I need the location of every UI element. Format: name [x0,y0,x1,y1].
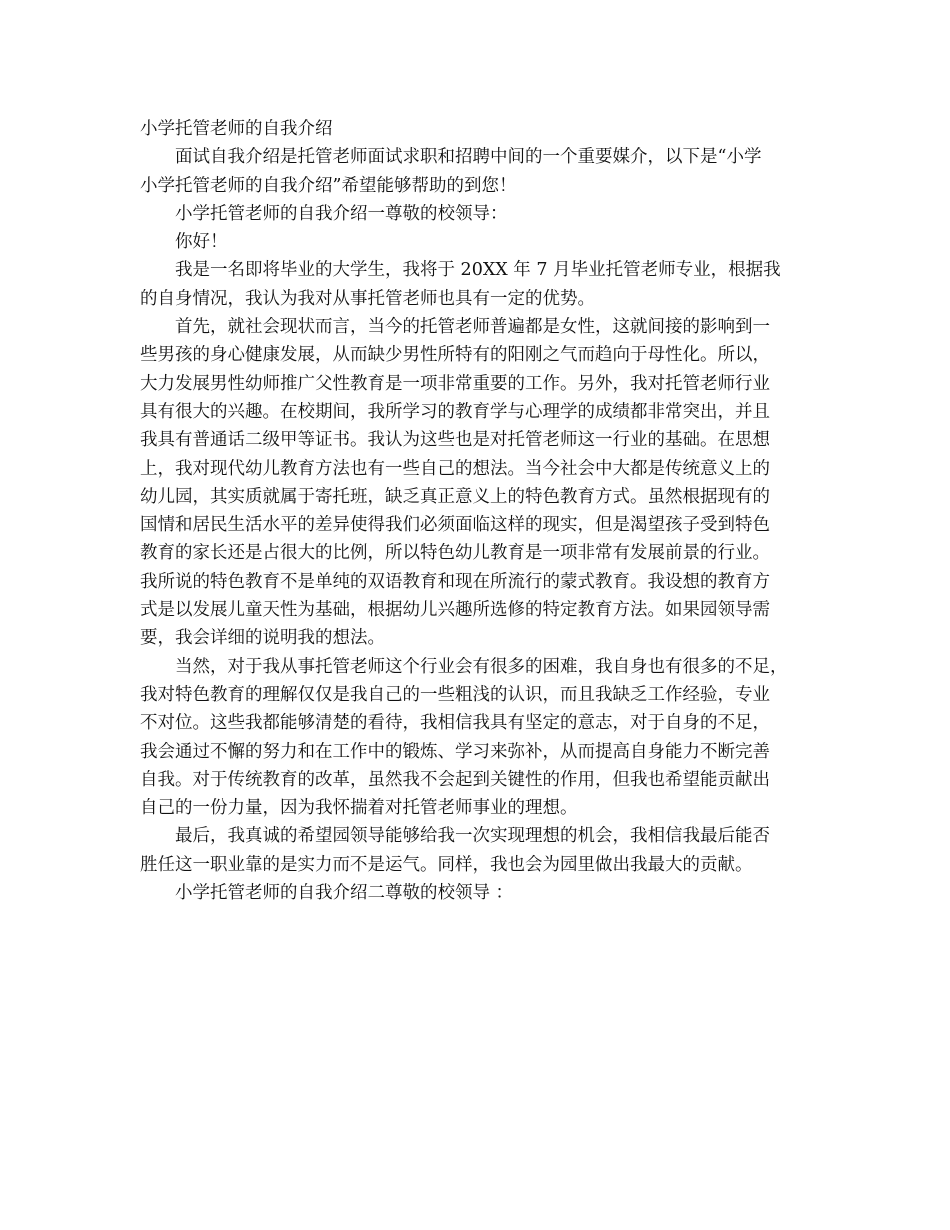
paragraph-line: 国情和居民生活水平的差异使得我们必须面临这样的现实，但是渴望孩子受到特色 [140,515,770,536]
paragraph-line: 当然，对于我从事托管老师这个行业会有很多的困难，我自身也有很多的不足， [175,656,788,677]
paragraph-line: 我具有普通话二级甲等证书。我认为这些也是对托管老师这一行业的基础。在思想 [140,430,770,451]
document-body [140,115,830,907]
paragraph-line: 幼儿园，其实质就属于寄托班，缺乏真正意义上的特色教育方式。虽然根据现有的 [140,486,770,507]
document-title: 小学托管老师的自我介绍 [140,119,333,139]
paragraph-line: 式是以发展儿童天性为基础，根据幼儿兴趣所选修的特定教育方法。如果园领导需 [140,600,770,621]
paragraph-line: 最后，我真诚的希望园领导能够给我一次实现理想的机会，我相信我最后能否 [175,826,770,847]
paragraph-line: 不对位。这些我都能够清楚的看待，我相信我具有坚定的意志，对于自身的不足， [140,713,770,734]
paragraph-line: 上，我对现代幼儿教育方法也有一些自己的想法。当今社会中大都是传统意义上的 [140,458,770,479]
paragraph-line: 我所说的特色教育不是单纯的双语教育和现在所流行的蒙式教育。我设想的教育方 [140,571,770,592]
paragraph-line: 的自身情况，我认为我对从事托管老师也具有一定的优势。 [140,288,595,309]
paragraph-line: 大力发展男性幼师推广父性教育是一项非常重要的工作。另外，我对托管老师行业 [140,373,770,394]
paragraph-line: 胜任这一职业靠的是实力而不是运气。同样，我也会为园里做出我最大的贡献。 [140,854,753,875]
greeting-line: 你好！ [175,232,228,253]
paragraph-line: 自我。对于传统教育的改革，虽然我不会起到关键性的作用，但我也希望能贡献出 [140,769,770,790]
paragraph-line: 面试自我介绍是托管老师面试求职和招聘中间的一个重要媒介，以下是“小学 [175,147,762,168]
paragraph-line: 首先，就社会现状而言，当今的托管老师普遍都是女性，这就间接的影响到一 [175,317,770,338]
section-heading: 小学托管老师的自我介绍二尊敬的校领导 ： [175,883,514,904]
paragraph-line: 要，我会详细的说明我的想法。 [140,628,385,649]
section-heading: 小学托管老师的自我介绍一尊敬的校领导： [175,203,508,224]
paragraph-line: 我是一名即将毕业的大学生，我将于 20XX 年 7 月毕业托管老师专业，根据我 [175,260,781,281]
paragraph-line: 我会通过不懈的努力和在工作中的锻炼、学习来弥补，从而提高自身能力不断完善 [140,741,770,762]
paragraph-line: 些男孩的身心健康发展，从而缺少男性所特有的阳刚之气而趋向于母性化。所以， [140,345,770,366]
paragraph-line: 自己的一份力量，因为我怀揣着对托管老师事业的理想。 [140,798,578,819]
paragraph-line: 具有很大的兴趣。在校期间，我所学习的教育学与心理学的成绩都非常突出，并且 [140,401,770,422]
paragraph-line: 教育的家长还是占很大的比例，所以特色幼儿教育是一项非常有发展前景的行业。 [140,543,770,564]
paragraph-line: 我对特色教育的理解仅仅是我自己的一些粗浅的认识，而且我缺乏工作经验，专业 [140,684,770,705]
paragraph-line: 小学托管老师的自我介绍”希望能够帮助的到您！ [140,175,517,196]
